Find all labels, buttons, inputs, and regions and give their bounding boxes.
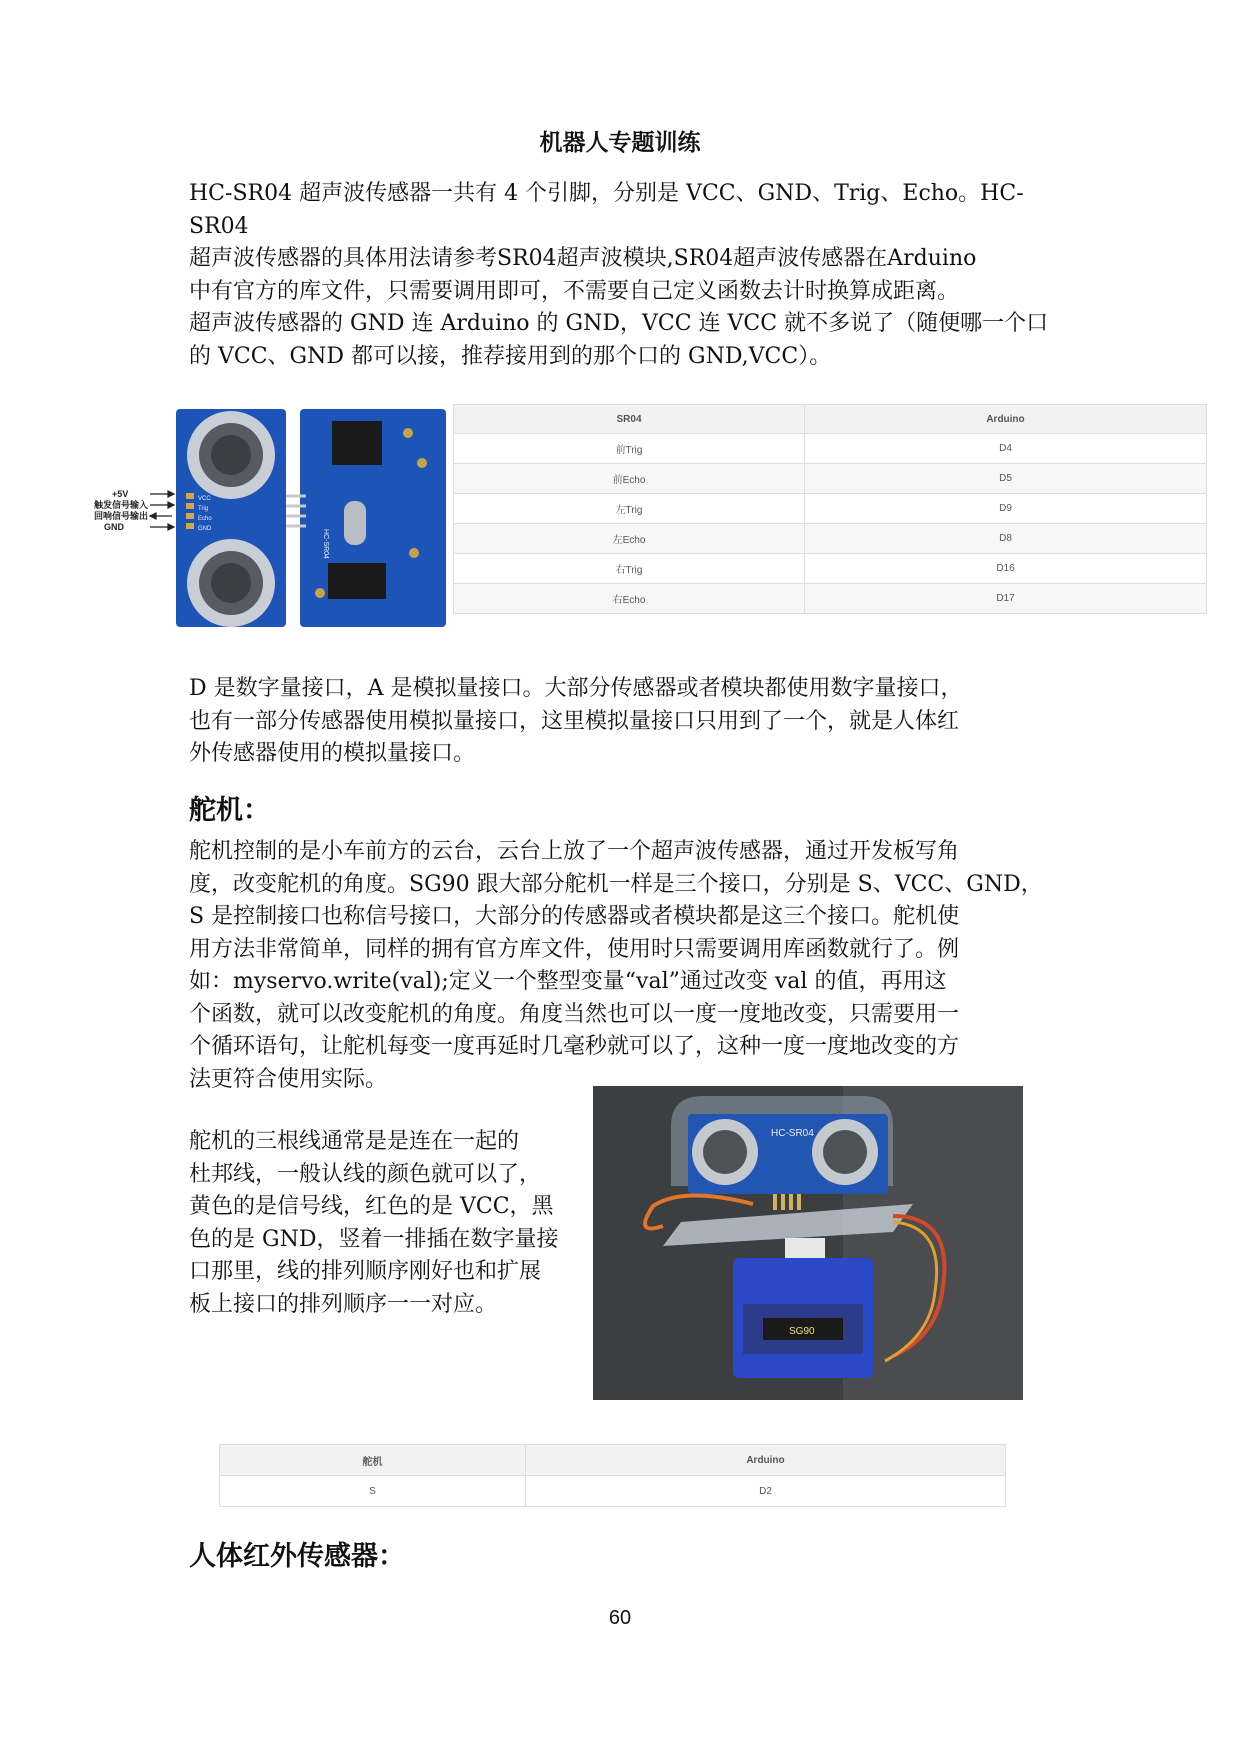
text-line: 杜邦线，一般认线的颜色就可以了， [189, 1161, 542, 1187]
text-line: 黄色的是信号线，红色的是 VCC，黑 [189, 1194, 554, 1219]
table-cell: D17 [805, 584, 1207, 614]
text-line: 板上接口的排列顺序一一对应。 [189, 1291, 498, 1317]
table-row [220, 1476, 1006, 1507]
table-cell: 右Trig [454, 554, 805, 584]
pin-label-trig-input: 触发信号输入 [94, 500, 149, 510]
table-header-row [454, 405, 1207, 434]
table-cell: D4 [805, 434, 1207, 464]
board-label-trig: Trig [198, 506, 209, 512]
board-label-vcc: VCC [198, 496, 211, 502]
text-line: 如：myservo.write(val);定义一个整型变量“val”通过改变 val 的值，再用这 [189, 969, 947, 994]
table-row [454, 464, 1207, 494]
table-row [454, 554, 1207, 584]
text-line: 中有官方的库文件，只需要调用即可，不需要自己定义函数去计时换算成距离。 [189, 278, 960, 304]
table-cell: 前Echo [454, 464, 805, 494]
interfaces-paragraph [189, 673, 1064, 771]
text-line: 的 VCC、GND 都可以接，推荐接用到的那个口的 GND,VCC）。 [189, 343, 832, 369]
servo-label: SG90 [789, 1326, 815, 1337]
text-line: 法更符合使用实际。 [189, 1066, 388, 1092]
pir-heading: 人体红外传感器： [189, 1541, 405, 1572]
servo-pin-table [219, 1444, 1006, 1507]
text-line: 个函数，就可以改变舵机的角度。角度当然也可以一度一度地改变，只需要用一 [189, 1001, 960, 1027]
text-line: D 是数字量接口，A 是模拟量接口。大部分传感器或者模块都使用数字量接口， [189, 676, 963, 701]
chip-label: HC-SR04 [322, 529, 329, 559]
ultrasonic-sensor-figure [92, 403, 452, 631]
chip-icon [328, 563, 386, 599]
intro-paragraph [189, 178, 1064, 373]
crystal-icon [344, 501, 366, 545]
table-cell: D5 [805, 464, 1207, 494]
table-cell: 左Trig [454, 494, 805, 524]
page-title: 机器人专题训练 [539, 130, 701, 156]
pin-label-echo-output: 回响信号输出 [94, 511, 149, 521]
text-line: 口那里，线的排列顺序刚好也和扩展 [189, 1259, 542, 1284]
text-line: 外传感器使用的模拟量接口。 [189, 741, 476, 766]
text-line: 超声波传感器的 GND 连 Arduino 的 GND，VCC 连 VCC 就不多说了（随便哪一个口 [189, 311, 1049, 336]
text-line: 色的是 GND，竖着一排插在数字量接 [189, 1226, 559, 1252]
pin-label-gnd: GND [104, 522, 124, 532]
table-row [454, 584, 1207, 614]
text-line: 舵机的三根线通常是是连在一起的 [189, 1129, 520, 1154]
column-header: SR04 [454, 405, 805, 434]
pin-label-5v: +5V [112, 489, 129, 499]
text-line: 也有一部分传感器使用模拟量接口，这里模拟量接口只用到了一个，就是人体红 [189, 708, 960, 734]
board-label-echo: Echo [198, 516, 212, 522]
text-line: 用方法非常简单，同样的拥有官方库文件，使用时只需要调用库函数就行了。例 [189, 936, 960, 962]
table-header-row [220, 1445, 1006, 1476]
text-line: 舵机控制的是小车前方的云台，云台上放了一个超声波传感器，通过开发板写角 [189, 839, 960, 864]
table-cell: D2 [526, 1476, 1006, 1507]
text-line: 个循环语句，让舵机每变一度再延时几毫秒就可以了，这种一度一度地改变的方 [189, 1034, 960, 1059]
board-label-gnd: GND [198, 526, 212, 532]
page-number: 60 [608, 1607, 632, 1629]
column-header: 舵机 [220, 1445, 526, 1476]
text-line: S 是控制接口也称信号接口，大部分的传感器或者模块都是这三个接口。舵机使 [189, 904, 960, 929]
table-row [454, 434, 1207, 464]
module-label: HC-SR04 [771, 1128, 814, 1139]
table-cell: D9 [805, 494, 1207, 524]
table-cell: D8 [805, 524, 1207, 554]
table-row [454, 524, 1207, 554]
table-cell: D16 [805, 554, 1207, 584]
chip-icon [332, 421, 382, 465]
text-line: HC-SR04 超声波传感器一共有 4 个引脚，分别是 VCC、GND、Trig、Echo。HC-SR04 [189, 181, 1024, 239]
servo-photo [593, 1086, 1023, 1400]
table-cell: 前Trig [454, 434, 805, 464]
table-row [454, 494, 1207, 524]
column-header: Arduino [805, 405, 1207, 434]
servo-wires-paragraph [189, 1126, 589, 1321]
table-cell: 右Echo [454, 584, 805, 614]
table-cell: S [220, 1476, 526, 1507]
sr04-pin-table [453, 404, 1207, 614]
text-line: 度，改变舵机的角度。SG90 跟大部分舵机一样是三个接口，分别是 S、VCC、GND， [189, 871, 1043, 897]
servo-heading: 舵机： [189, 795, 270, 826]
table-cell: 左Echo [454, 524, 805, 554]
servo-paragraph [189, 836, 1064, 1096]
text-line: 超声波传感器的具体用法请参考SR04超声波模块,SR04超声波传感器在Arduino [189, 246, 977, 271]
column-header: Arduino [526, 1445, 1006, 1476]
